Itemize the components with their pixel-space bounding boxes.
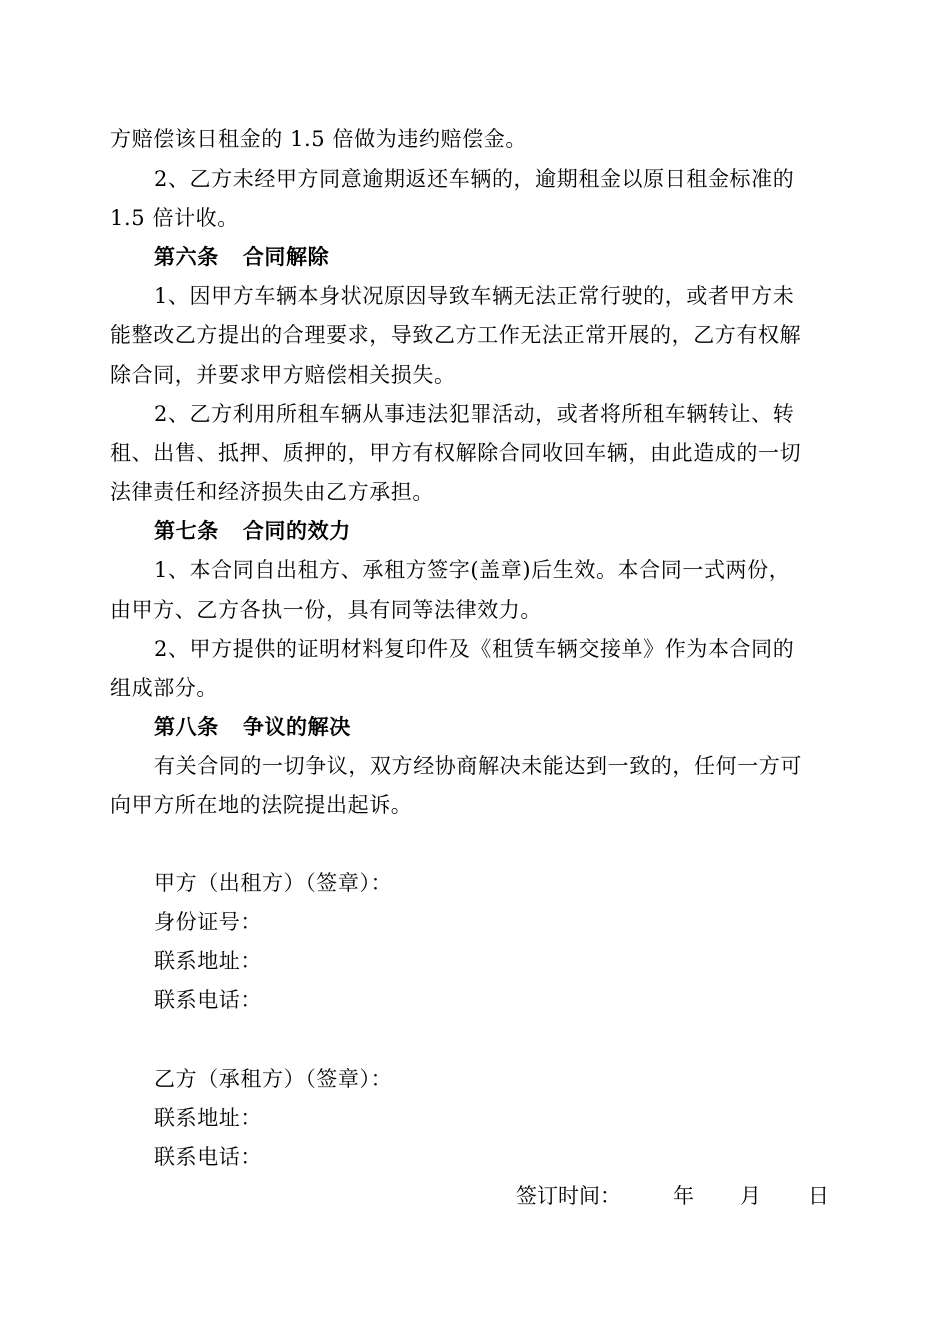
party-b-address-label: 联系地址： bbox=[154, 1106, 262, 1130]
paragraph-line: 方赔偿该日租金的 1.5 倍做为违约赔偿金。 bbox=[110, 127, 527, 151]
article-title: 合同的效力 bbox=[242, 518, 351, 543]
date-month-label: 月 bbox=[740, 1184, 761, 1208]
paragraph-line: 法律责任和经济损失由乙方承担。 bbox=[110, 480, 434, 504]
paragraph-line: 有关合同的一切争议，双方经协商解决未能达到一致的，任何一方可 bbox=[154, 754, 802, 778]
paragraph-line: 能整改乙方提出的合理要求，导致乙方工作无法正常开展的，乙方有权解 bbox=[110, 323, 802, 347]
paragraph-line: 1、因甲方车辆本身状况原因导致车辆无法正常行驶的，或者甲方未 bbox=[154, 284, 795, 308]
paragraph-line: 2、乙方未经甲方同意逾期返还车辆的，逾期租金以原日租金标准的 bbox=[154, 167, 795, 191]
article-title: 合同解除 bbox=[242, 244, 330, 269]
paragraph-line: 1、本合同自出租方、承租方签字(盖章)后生效。本合同一式两份， bbox=[154, 558, 791, 582]
date-year-label: 年 bbox=[673, 1184, 694, 1208]
paragraph-line: 由甲方、乙方各执一份，具有同等法律效力。 bbox=[110, 598, 542, 622]
paragraph-line: 除合同，并要求甲方赔偿相关损失。 bbox=[110, 363, 456, 387]
article-6-heading bbox=[154, 244, 329, 270]
article-7-heading bbox=[154, 518, 351, 544]
article-number: 第六条 bbox=[154, 244, 219, 269]
paragraph-line: 2、乙方利用所租车辆从事违法犯罪活动，或者将所租车辆转让、转 bbox=[154, 402, 795, 426]
party-a-signature-label: 甲方（出租方）（签章）： bbox=[154, 871, 393, 895]
party-a-phone-label: 联系电话： bbox=[154, 988, 262, 1012]
article-title: 争议的解决 bbox=[242, 714, 351, 739]
paragraph-line: 1.5 倍计收。 bbox=[110, 206, 239, 230]
party-b-signature-label: 乙方（承租方）（签章）： bbox=[154, 1067, 393, 1091]
article-8-heading bbox=[154, 714, 351, 740]
signing-date-label: 签订时间： bbox=[516, 1184, 621, 1208]
paragraph-line: 租、出售、抵押、质押的，甲方有权解除合同收回车辆，由此造成的一切 bbox=[110, 441, 802, 465]
party-a-id-label: 身份证号： bbox=[154, 910, 262, 934]
article-number: 第八条 bbox=[154, 714, 219, 739]
paragraph-line: 向甲方所在地的法院提出起诉。 bbox=[110, 793, 413, 817]
date-day-label: 日 bbox=[808, 1184, 829, 1208]
party-a-address-label: 联系地址： bbox=[154, 949, 262, 973]
article-number: 第七条 bbox=[154, 518, 219, 543]
paragraph-line: 组成部分。 bbox=[110, 676, 218, 700]
party-b-phone-label: 联系电话： bbox=[154, 1145, 262, 1169]
paragraph-line: 2、甲方提供的证明材料复印件及《租赁车辆交接单》作为本合同的 bbox=[154, 637, 795, 661]
